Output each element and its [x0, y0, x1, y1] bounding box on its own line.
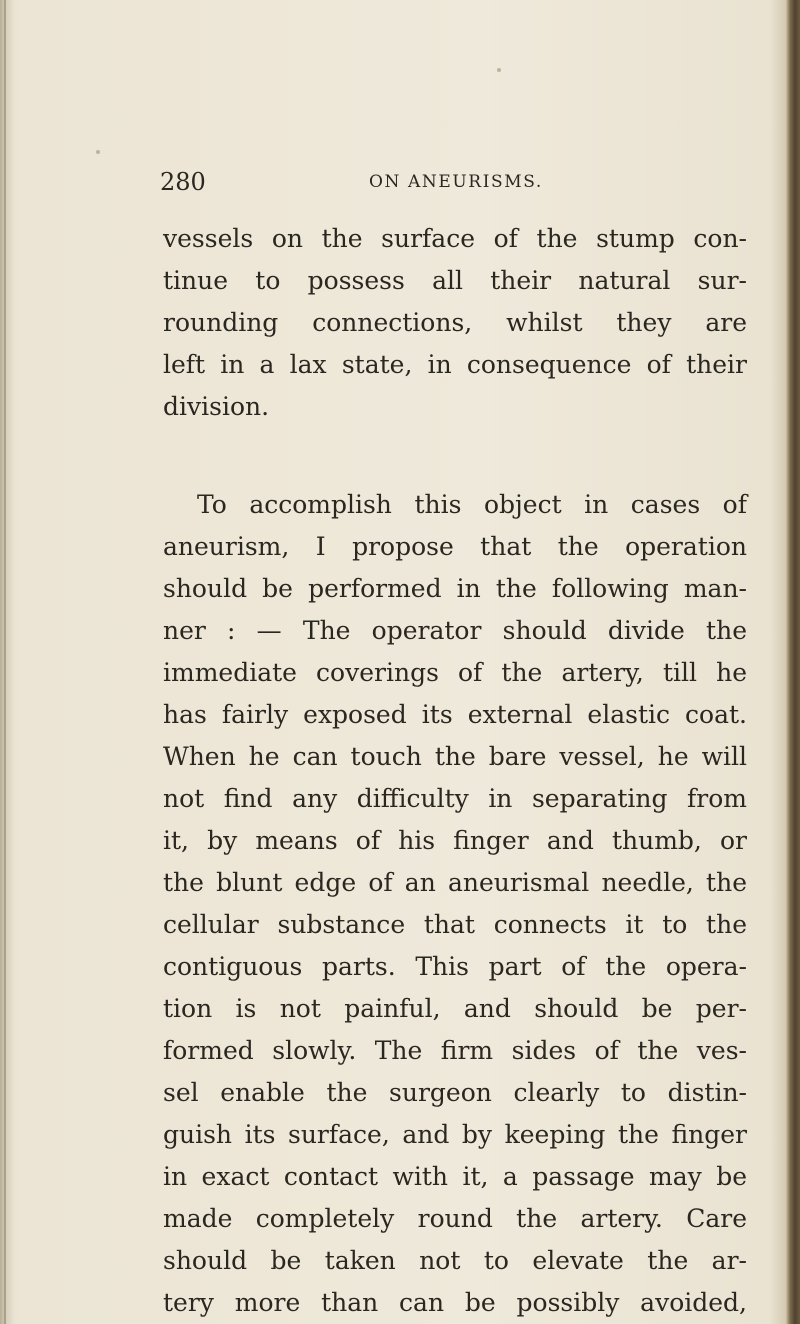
text-line: tery more than can be possibly avoided,: [163, 1288, 747, 1317]
running-head: ON ANEURISMS.: [369, 172, 543, 192]
text-line: vessels on the surface of the stump con-: [163, 224, 747, 253]
page-header: [160, 168, 760, 204]
text-line: has fairly exposed its external elastic coat.: [163, 700, 747, 729]
text-line: guish its surface, and by keeping the finger: [163, 1120, 747, 1149]
text-line: contiguous parts. This part of the opera-: [163, 952, 747, 981]
text-line: When he can touch the bare vessel, he will: [163, 742, 747, 771]
text-line: it, by means of his finger and thumb, or: [163, 826, 747, 855]
text-line: not find any difficulty in separating from: [163, 784, 747, 813]
fore-edge: [786, 0, 800, 1324]
binding-edge: [0, 0, 14, 1324]
text-line: the blunt edge of an aneurismal needle, the: [163, 868, 747, 897]
text-line: sel enable the surgeon clearly to distin-: [163, 1078, 747, 1107]
text-line: cellular substance that connects it to the: [163, 910, 747, 939]
text-line: should be performed in the following man-: [163, 574, 747, 603]
text-line: To accomplish this object in cases of: [197, 490, 747, 519]
text-line: made completely round the artery. Care: [163, 1204, 747, 1233]
text-line: should be taken not to elevate the ar-: [163, 1246, 747, 1275]
text-line: rounding connections, whilst they are: [163, 308, 747, 337]
text-line: in exact contact with it, a passage may be: [163, 1162, 747, 1191]
text-line: tion is not painful, and should be per-: [163, 994, 747, 1023]
paper-speck: [497, 68, 501, 72]
text-line: division.: [163, 392, 270, 421]
text-line: ner : — The operator should divide the: [163, 616, 747, 645]
body-text: [163, 218, 747, 1324]
paper-speck: [96, 150, 100, 154]
text-line: left in a lax state, in consequence of their: [163, 350, 747, 379]
text-line: aneurism, I propose that the operation: [163, 532, 747, 561]
binding-line: [4, 0, 6, 1324]
text-line: tinue to possess all their natural sur-: [163, 266, 747, 295]
text-line: formed slowly. The firm sides of the ves-: [163, 1036, 747, 1065]
page-number: 280: [160, 168, 206, 196]
text-line: immediate coverings of the artery, till he: [163, 658, 747, 687]
paragraph-gap: [163, 428, 747, 484]
